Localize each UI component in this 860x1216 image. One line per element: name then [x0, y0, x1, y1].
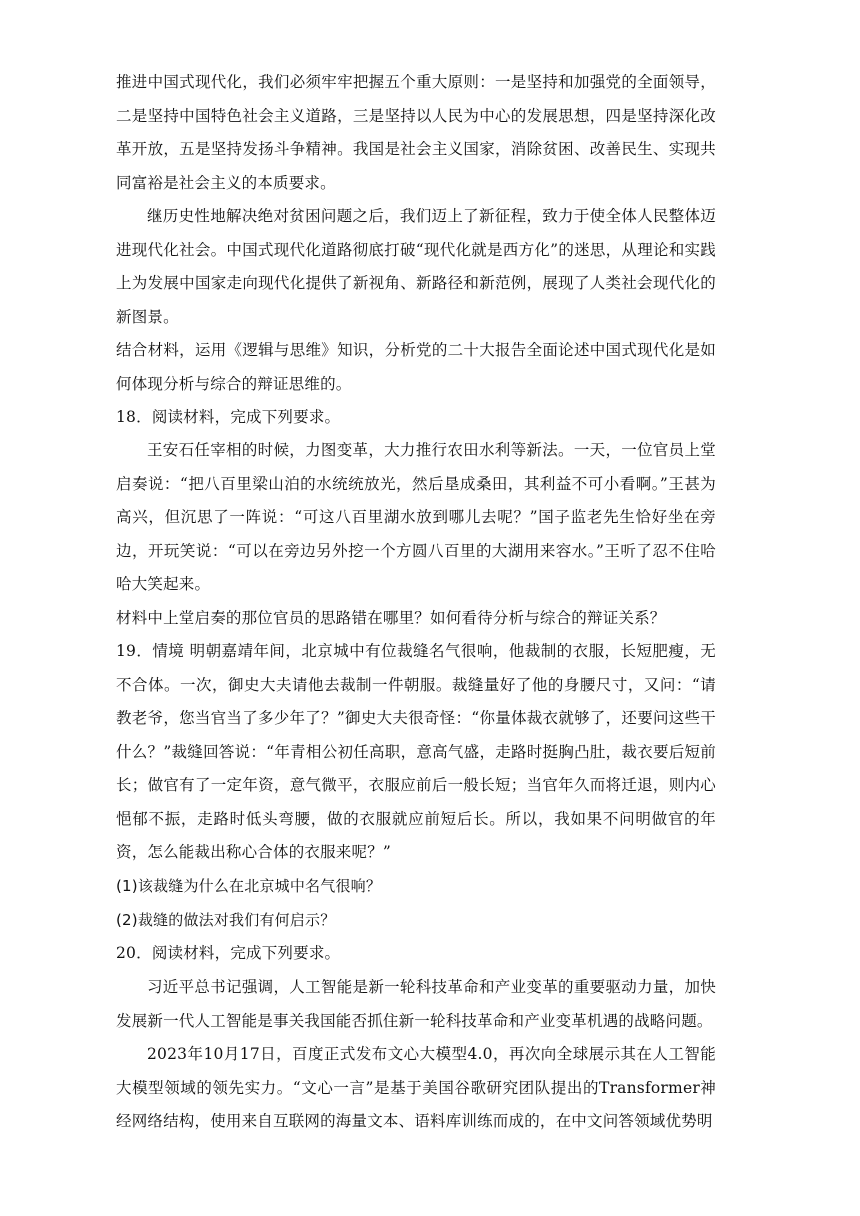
question-18-material: 王安石任宰相的时候，力图变革，大力推行农田水利等新法。一天，一位官员上堂启奏说：“把八百里梁山泊的水统统放光，然后垦成桑田，其利益不可小看啊。”王甚为高兴，但沉思了一阵说：“可这八百里湖水放到哪儿去呢？”国子监老先生恰好坐在旁边，开玩笑说：“可以在旁边另外挖一个方圆八百里的大湖用来容水。”王听了忍不住哈哈大笑起来。 — [116, 441, 716, 593]
question-19-sub-2: (2)裁缝的做法对我们有何启示？ — [116, 911, 336, 929]
question-20-title: 20．阅读材料，完成下列要求。 — [116, 944, 341, 962]
question-20-paragraph-1: 习近平总书记强调，人工智能是新一轮科技革命和产业变革的重要驱动力量，加快发展新一代人工智能是事关我国能否抓住新一轮科技革命和产业变革机遇的战略问题。 — [116, 978, 716, 1030]
question-19-material: 19．情境 明朝嘉靖年间，北京城中有位裁缝名气很响，他裁制的衣服，长短肥瘦，无不合体。一次，御史大夫请他去裁制一件朝服。裁缝量好了他的身腰尺寸，又问：“请教老爷，您当官当了多少年了？”御史大夫很奇怪：“你量体裁衣就够了，还要问这些干什么？”裁缝回答说：“年青相公初任高职，意高气盛，走路时挺胸凸肚，裁衣要后短前长；做官有了一定年资，意气微平，衣服应前后一般长短；当官年久而将迁退，则内心悒郁不振，走路时低头弯腰，做的衣服就应前短后长。所以，我如果不问明做官的年资，怎么能裁出称心合体的衣服来呢？” — [116, 642, 716, 861]
paragraph-principles: 推进中国式现代化，我们必须牢牢把握五个重大原则：一是坚持和加强党的全面领导，二是坚持中国特色社会主义道路，三是坚持以人民为中心的发展思想，四是坚持深化改革开放，五是坚持发扬斗争精神。我国是社会主义国家，消除贫困、改善民生、实现共同富裕是社会主义的本质要求。 — [116, 73, 716, 192]
question-18-title: 18．阅读材料，完成下列要求。 — [116, 408, 341, 426]
question-17-prompt: 结合材料，运用《逻辑与思维》知识，分析党的二十大报告全面论述中国式现代化是如何体现分析与综合的辩证思维的。 — [116, 341, 716, 393]
question-19-sub-1: (1)该裁缝为什么在北京城中名气很响？ — [116, 877, 382, 895]
question-20-paragraph-2: 2023年10月17日，百度正式发布文心大模型4.0，再次向全球展示其在人工智能大模型领域的领先实力。“文心一言”是基于美国谷歌研究团队提出的Transformer神经网络结构，使用来自互联网的海量文本、语料库训练而成的，在中文问答领域优势明 — [116, 1045, 716, 1130]
question-18-prompt: 材料中上堂启奏的那位官员的思路错在哪里？如何看待分析与综合的辩证关系？ — [116, 609, 666, 627]
paragraph-new-journey: 继历史性地解决绝对贫困问题之后，我们迈上了新征程，致力于使全体人民整体迈进现代化社会。中国式现代化道路彻底打破“现代化就是西方化”的迷思，从理论和实践上为发展中国家走向现代化提供了新视角、新路径和新范例，展现了人类社会现代化的新图景。 — [116, 207, 716, 326]
